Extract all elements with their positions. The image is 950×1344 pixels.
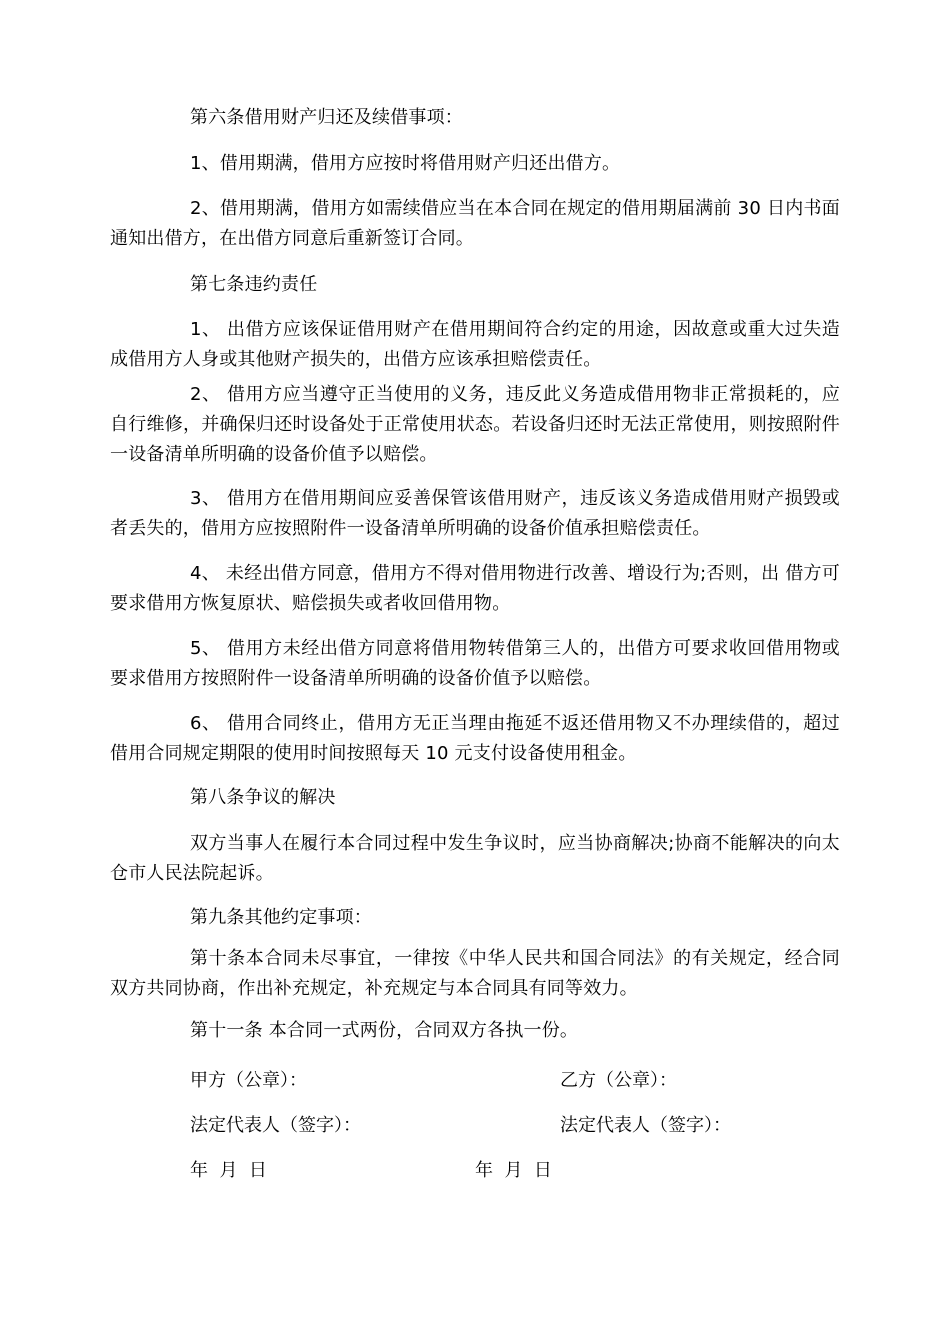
article-7-clause-4: 4、 未经出借方同意，借用方不得对借用物进行改善、增设行为;否则，出 借方可要求借用方恢复原状、赔偿损失或者收回借用物。 (110, 563, 840, 614)
article-7-heading: 第七条违约责任 (190, 274, 318, 295)
article-7-clause-1: 1、 出借方应该保证借用财产在借用期间符合约定的用途，因故意或重大过失造成借用方人身或其他财产损失的，出借方应该承担赔偿责任。 (110, 319, 840, 370)
party-a-seal-label: 甲方（公章）： (190, 1070, 307, 1091)
party-a-representative-label: 法定代表人（签字）： (190, 1115, 361, 1136)
article-8-heading: 第八条争议的解决 (190, 787, 336, 808)
article-7-clause-5: 5、 借用方未经出借方同意将借用物转借第三人的，出借方可要求收回借用物或要求借用方按照附件一设备清单所明确的设备价值予以赔偿。 (110, 638, 840, 689)
party-b-representative-label: 法定代表人（签字）： (560, 1115, 731, 1136)
article-8-body: 双方当事人在履行本合同过程中发生争议时，应当协商解决;协商不能解决的向太仓市人民法院起诉。 (110, 833, 840, 884)
article-6-heading: 第六条借用财产归还及续借事项： (190, 107, 463, 128)
article-7-clause-6: 6、 借用合同终止，借用方无正当理由拖延不返还借用物又不办理续借的，超过借用合同规定期限的使用时间按照每天 10 元支付设备使用租金。 (110, 713, 840, 764)
party-b-seal-label: 乙方（公章）： (560, 1070, 677, 1091)
article-6-clause-1: 1、借用期满，借用方应按时将借用财产归还出借方。 (190, 153, 621, 174)
article-9-heading: 第九条其他约定事项： (190, 907, 372, 928)
article-6-clause-2: 2、借用期满，借用方如需续借应当在本合同在规定的借用期届满前 30 日内书面通知出借方，在出借方同意后重新签订合同。 (110, 198, 840, 249)
article-7-clause-3: 3、 借用方在借用期间应妥善保管该借用财产，违反该义务造成借用财产损毁或者丢失的，借用方应按照附件一设备清单所明确的设备价值承担赔偿责任。 (110, 488, 840, 539)
article-10-body: 第十条本合同未尽事宜，一律按《中华人民共和国合同法》的有关规定，经合同双方共同协商，作出补充规定，补充规定与本合同具有同等效力。 (110, 948, 840, 999)
party-a-date-label: 年 月 日 (190, 1160, 267, 1181)
party-b-date-label: 年 月 日 (475, 1160, 552, 1181)
article-11-body: 第十一条 本合同一式两份，合同双方各执一份。 (190, 1020, 579, 1041)
article-7-clause-2: 2、 借用方应当遵守正当使用的义务，违反此义务造成借用物非正常损耗的，应自行维修，并确保归还时设备处于正常使用状态。若设备归还时无法正常使用，则按照附件一设备清单所明确的设备价值予以赔偿。 (110, 384, 840, 465)
